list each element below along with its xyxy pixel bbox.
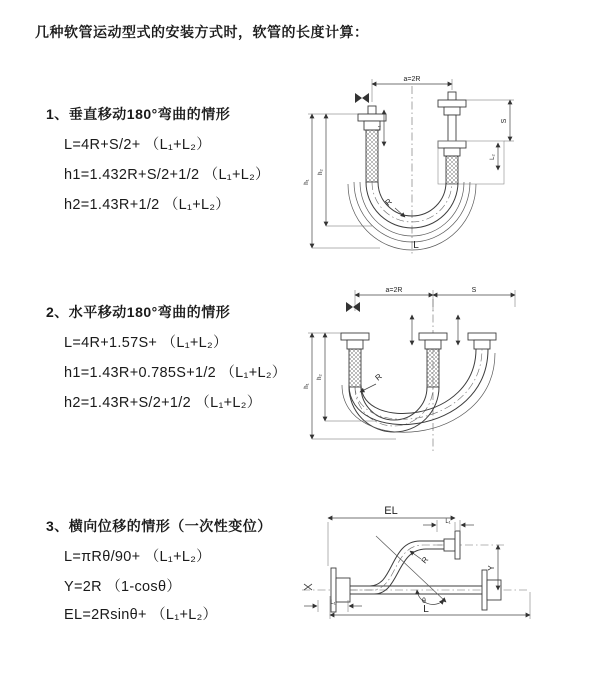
section-2-formula-h1: h1=1.43R+0.785S+1/2 （L₁+L₂） — [64, 365, 287, 381]
diagram-horizontal-180-bend — [296, 281, 546, 461]
section-2-formula-h2: h2=1.43R+S/2+1/2 （L₁+L₂） — [64, 395, 262, 411]
braided-hose — [349, 349, 361, 387]
dim-label-h1: h₁ — [304, 179, 310, 185]
left-hose-fitting — [341, 333, 369, 387]
dim-label-h2: h₂ — [317, 374, 323, 380]
section-3-formula-L: L=πRθ/90+ （L₁+L₂） — [64, 549, 211, 565]
right-hose-fitting — [438, 92, 466, 184]
dim-label-r: R — [419, 555, 431, 566]
valve-icon — [346, 302, 360, 312]
dim-label-l: L — [423, 604, 429, 615]
braided-hose — [427, 349, 439, 387]
dim-label-theta: θ — [422, 598, 426, 605]
hose-u-bend — [348, 182, 476, 250]
displaced-flange — [444, 531, 460, 559]
diagram-lateral-displacement — [294, 498, 558, 650]
middle-hose-fitting — [419, 333, 447, 387]
diagram-vertical-180-bend — [300, 70, 535, 262]
moved-hose-fitting — [468, 333, 496, 349]
section-3-heading: 3、横向位移的情形（一次性变位） — [46, 518, 272, 534]
dim-label-y: Y — [487, 565, 496, 571]
dim-label-el: EL — [384, 505, 398, 517]
section-2-formula-L: L=4R+1.57S+ （L₁+L₂） — [64, 335, 228, 351]
section-1-formula-h1: h1=1.432R+S/2+1/2 （L₁+L₂） — [64, 167, 270, 183]
dim-label-s: S — [471, 287, 477, 294]
hose-moved-position — [342, 349, 495, 432]
dim-label-a2r: a=2R — [403, 76, 421, 83]
section-1-formula-L: L=4R+S/2+ （L₁+L₂） — [64, 137, 212, 153]
section-3-formula-Y: Y=2R （1-cosθ） — [64, 579, 182, 595]
dim-label-h1: h₁ — [304, 383, 310, 389]
dim-label-s: S — [501, 118, 508, 124]
dim-label-l1-top: L₁ — [445, 519, 451, 525]
section-3-formula-EL: EL=2Rsinθ+ （L₁+L₂） — [64, 607, 218, 623]
dim-label-l1: L₁ — [376, 125, 382, 131]
valve-icon — [355, 93, 369, 103]
dim-label-l2: L₂ — [490, 154, 496, 160]
dim-label-l1-bottom: L₁ — [330, 600, 336, 606]
dim-label-r: R — [383, 196, 394, 208]
section-1-formula-h2: h2=1.43R+1/2 （L₁+L₂） — [64, 197, 231, 213]
centerline-break-mark — [304, 584, 312, 590]
section-2-heading: 2、水平移动180°弯曲的情形 — [46, 304, 231, 320]
dim-label-a2r: a=2R — [385, 287, 403, 294]
dim-label-h2: h₂ — [318, 169, 324, 175]
dim-label-l: L — [413, 240, 419, 251]
page-title: 几种软管运动型式的安装方式时，软管的长度计算： — [35, 24, 369, 40]
braided-hose — [446, 156, 458, 184]
dim-label-r: R — [373, 371, 384, 383]
section-1-heading: 1、垂直移动180°弯曲的情形 — [46, 106, 231, 122]
braided-hose — [366, 130, 378, 182]
left-hose-fitting — [358, 106, 386, 182]
